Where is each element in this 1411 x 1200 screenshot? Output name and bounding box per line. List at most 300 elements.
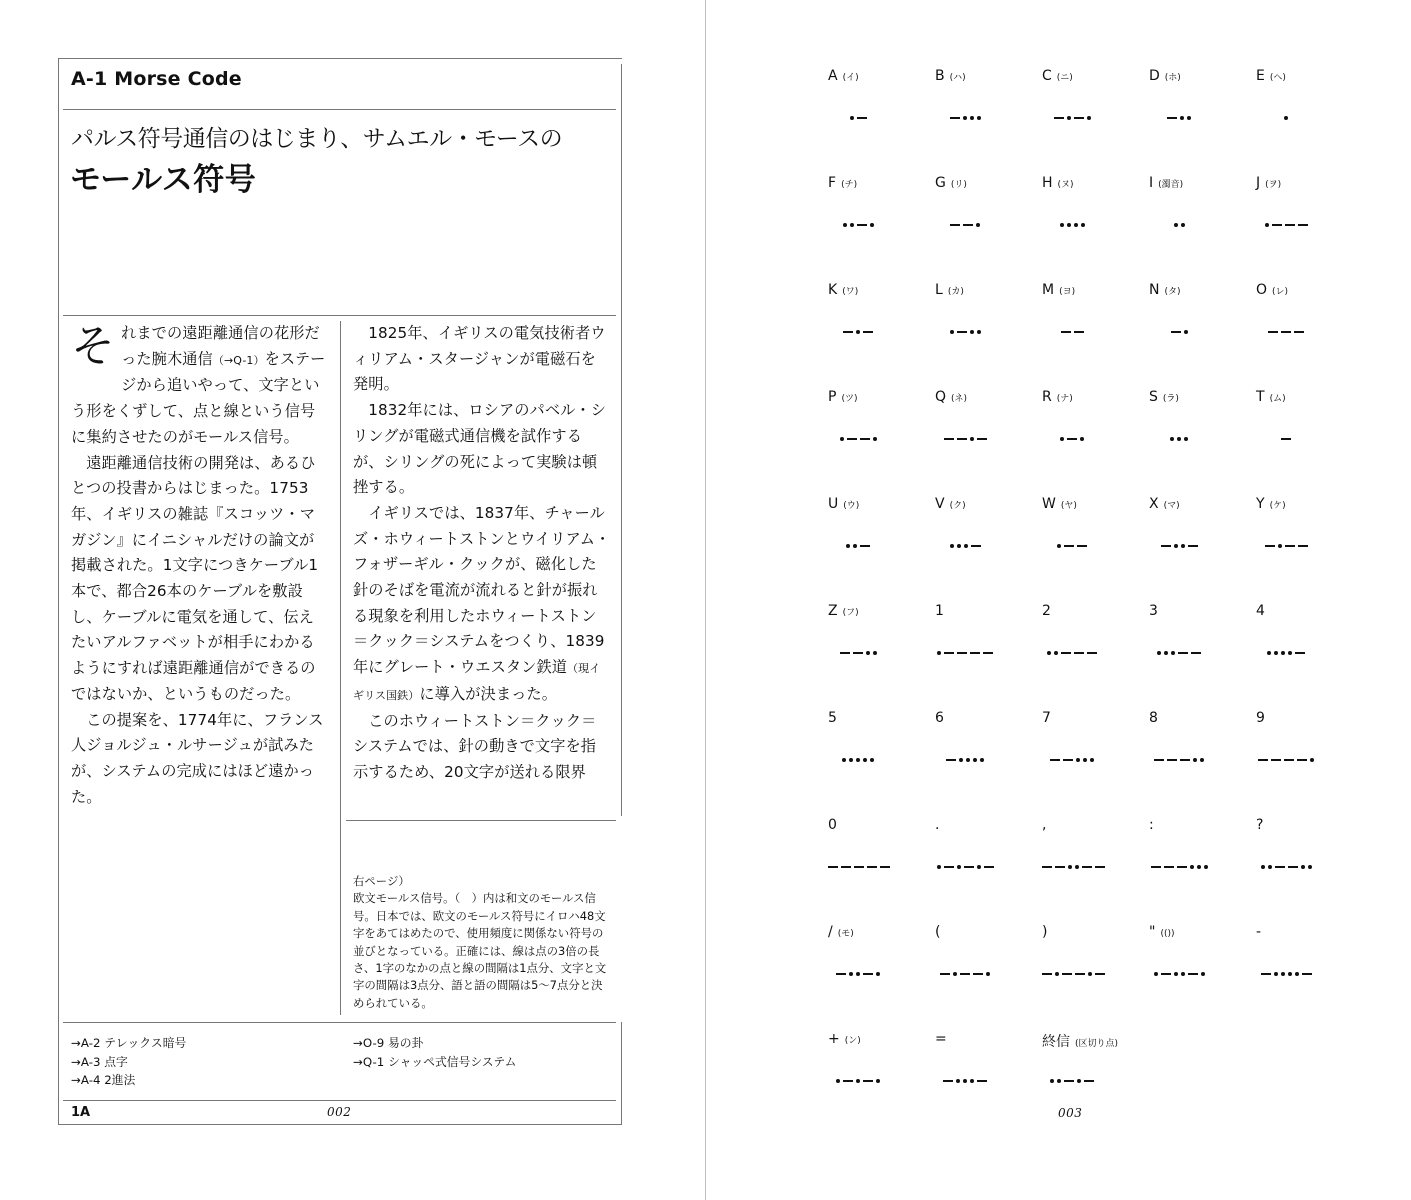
morse-entry xyxy=(935,710,1035,810)
morse-dash xyxy=(1042,866,1052,868)
paragraph: 遠距離通信技術の開発は、あるひとつの投書からはじまった。1753年、イギリスの雑誌『スコッツ・マガジン』にイニシャルだけの論文が掲載された。1文字につきケーブル1本で、都合26本のケーブルを敷設し、ケーブルに電気を通して、伝えたいアルファベットが相手にわかるようにすれば遠距離通信ができるのではないか、というものだった。 xyxy=(71,453,319,703)
morse-dot xyxy=(1067,116,1071,120)
morse-dot xyxy=(1047,651,1051,655)
morse-character-label: C xyxy=(1042,68,1052,84)
morse-entry xyxy=(828,924,928,1024)
morse-entry xyxy=(1042,175,1142,275)
morse-character xyxy=(935,389,967,405)
morse-character-label: E xyxy=(1256,68,1265,84)
morse-symbol xyxy=(1284,112,1288,124)
morse-dash xyxy=(857,224,867,226)
morse-symbol xyxy=(828,861,890,873)
morse-dash xyxy=(957,652,967,654)
morse-entry xyxy=(1256,924,1356,1024)
morse-dot xyxy=(1050,1079,1054,1083)
morse-dash xyxy=(1178,652,1188,654)
morse-symbol xyxy=(1060,219,1085,231)
morse-character-label: 3 xyxy=(1149,603,1158,619)
morse-character-label: : xyxy=(1149,817,1154,833)
kana-equivalent: (ワ) xyxy=(842,287,859,297)
morse-dash xyxy=(1275,866,1285,868)
morse-dash xyxy=(1261,973,1271,975)
morse-dot xyxy=(1288,651,1292,655)
morse-dot xyxy=(1171,651,1175,655)
morse-dash xyxy=(1281,438,1291,440)
morse-symbol xyxy=(840,433,877,445)
morse-character xyxy=(1256,175,1281,191)
morse-dash xyxy=(1167,117,1177,119)
morse-character-label: + xyxy=(828,1031,840,1047)
morse-character xyxy=(828,924,854,940)
morse-dash xyxy=(843,331,853,333)
morse-dash xyxy=(973,973,983,975)
morse-dot xyxy=(957,544,961,548)
morse-symbol xyxy=(1161,540,1198,552)
morse-character-label: O xyxy=(1256,282,1268,298)
morse-character-label: 6 xyxy=(935,710,944,726)
morse-dot xyxy=(1076,758,1080,762)
morse-dash xyxy=(1161,973,1171,975)
kana-equivalent: (ヨ) xyxy=(1059,287,1076,297)
kana-equivalent: (()) xyxy=(1160,929,1175,939)
morse-symbol xyxy=(1258,754,1314,766)
morse-dot xyxy=(1187,116,1191,120)
morse-dash xyxy=(1077,545,1087,547)
morse-character xyxy=(1149,282,1181,298)
morse-dot xyxy=(1154,972,1158,976)
morse-symbol xyxy=(840,647,877,659)
morse-dash xyxy=(1297,759,1307,761)
morse-symbol xyxy=(1050,754,1094,766)
morse-dot xyxy=(873,437,877,441)
morse-entry xyxy=(1042,603,1142,703)
morse-entry xyxy=(1149,603,1249,703)
body-column-2 xyxy=(353,321,611,786)
xref-link[interactable]: →A-4 2進法 xyxy=(71,1073,136,1087)
morse-entry xyxy=(828,175,928,275)
morse-character-label: . xyxy=(935,817,940,833)
morse-dash xyxy=(1064,1080,1074,1082)
morse-character-label: L xyxy=(935,282,943,298)
rule-above-caption xyxy=(346,820,616,821)
morse-entry xyxy=(935,175,1035,275)
morse-dash xyxy=(1095,866,1105,868)
morse-dot xyxy=(873,651,877,655)
morse-character-label: W xyxy=(1042,496,1056,512)
morse-dot xyxy=(963,1079,967,1083)
morse-character-label: 終信 xyxy=(1042,1034,1070,1050)
morse-dash xyxy=(1074,117,1084,119)
morse-dash xyxy=(1074,652,1084,654)
kana-equivalent: (ク) xyxy=(949,501,966,511)
morse-dot xyxy=(1274,972,1278,976)
morse-dash xyxy=(1075,973,1085,975)
morse-entry xyxy=(935,1031,1035,1131)
morse-dot xyxy=(1075,865,1079,869)
cross-references-right xyxy=(353,1034,516,1071)
morse-character xyxy=(1042,68,1073,84)
morse-character-label: P xyxy=(828,389,837,405)
morse-dash xyxy=(1188,973,1198,975)
morse-dash xyxy=(1285,545,1295,547)
morse-character xyxy=(828,175,857,191)
morse-dash xyxy=(1167,759,1177,761)
morse-character xyxy=(1149,817,1154,833)
morse-dash xyxy=(857,117,867,119)
morse-symbol xyxy=(1154,754,1204,766)
morse-dot xyxy=(870,758,874,762)
morse-dash xyxy=(1281,331,1291,333)
kana-equivalent: (ウ) xyxy=(843,501,860,511)
morse-dash xyxy=(863,1080,873,1082)
morse-entry xyxy=(1256,175,1356,275)
morse-dash xyxy=(1294,331,1304,333)
morse-dot xyxy=(959,758,963,762)
cross-reference: （→Q-1） xyxy=(212,353,265,367)
morse-dash xyxy=(983,652,993,654)
morse-dot xyxy=(976,223,980,227)
morse-dash xyxy=(1063,759,1073,761)
morse-character xyxy=(935,175,967,191)
morse-dot xyxy=(1067,223,1071,227)
morse-character xyxy=(1042,603,1051,619)
morse-character-label: B xyxy=(935,68,945,84)
morse-dash xyxy=(1268,331,1278,333)
morse-character-label: U xyxy=(828,496,839,512)
morse-character xyxy=(828,817,837,833)
morse-dash xyxy=(1050,759,1060,761)
morse-dash xyxy=(1061,652,1071,654)
morse-symbol xyxy=(944,433,987,445)
morse-entry xyxy=(935,68,1035,168)
morse-character xyxy=(1042,496,1077,512)
morse-dash xyxy=(863,973,873,975)
morse-dot xyxy=(1301,865,1305,869)
morse-symbol xyxy=(940,968,990,980)
morse-dash xyxy=(1055,866,1065,868)
xref-link[interactable]: →A-2 テレックス暗号 xyxy=(71,1036,187,1050)
morse-character-label: Z xyxy=(828,603,838,619)
morse-symbol xyxy=(1050,1075,1094,1087)
rule-above-xref xyxy=(63,1022,616,1023)
morse-character xyxy=(828,603,859,619)
morse-dot xyxy=(866,651,870,655)
morse-entry xyxy=(1149,710,1249,810)
kana-equivalent: (ハ) xyxy=(949,73,966,83)
morse-symbol xyxy=(950,112,981,124)
kana-equivalent: (チ) xyxy=(841,180,858,190)
morse-dot xyxy=(846,544,850,548)
kana-equivalent: (フ) xyxy=(842,608,859,618)
morse-character-label: J xyxy=(1256,175,1261,191)
morse-entry xyxy=(1149,924,1249,1024)
paragraph: 1832年には、ロシアのパベル・シリングが電磁式通信機を試作するが、シリングの死によって実験は頓挫する。 xyxy=(353,401,606,497)
morse-dot xyxy=(853,544,857,548)
morse-entry xyxy=(1042,68,1142,168)
morse-symbol xyxy=(1157,647,1201,659)
morse-dash xyxy=(944,652,954,654)
morse-character xyxy=(828,710,837,726)
morse-entry xyxy=(1042,389,1142,489)
morse-entry xyxy=(828,603,928,703)
morse-character-label: M xyxy=(1042,282,1055,298)
morse-character xyxy=(1042,1031,1118,1051)
morse-dot xyxy=(1087,116,1091,120)
morse-character-label: 4 xyxy=(1256,603,1265,619)
morse-dash xyxy=(944,438,954,440)
morse-character-label: 0 xyxy=(828,817,837,833)
morse-dash xyxy=(847,438,857,440)
morse-character xyxy=(1256,389,1286,405)
morse-dash xyxy=(1074,331,1084,333)
morse-dot xyxy=(957,865,961,869)
morse-character-label: K xyxy=(828,282,838,298)
morse-dash xyxy=(1067,438,1077,440)
morse-dash xyxy=(1284,759,1294,761)
morse-dash xyxy=(970,652,980,654)
morse-dot xyxy=(1088,972,1092,976)
morse-character xyxy=(935,710,944,726)
morse-character xyxy=(1149,603,1158,619)
morse-dot xyxy=(1080,437,1084,441)
morse-character-label: 5 xyxy=(828,710,837,726)
morse-dash xyxy=(854,866,864,868)
kana-equivalent: (タ) xyxy=(1164,287,1181,297)
morse-dot xyxy=(856,758,860,762)
morse-entry xyxy=(1149,817,1249,917)
morse-symbol xyxy=(1057,540,1087,552)
morse-dot xyxy=(1268,865,1272,869)
morse-dash xyxy=(1271,759,1281,761)
morse-dot xyxy=(1197,865,1201,869)
morse-symbol xyxy=(943,1075,987,1087)
morse-character-label: ( xyxy=(935,924,941,940)
morse-dot xyxy=(840,437,844,441)
morse-entry xyxy=(935,496,1035,596)
morse-entry xyxy=(1256,496,1356,596)
xref-link[interactable]: →A-3 点字 xyxy=(71,1054,128,1069)
morse-symbol xyxy=(1265,219,1308,231)
morse-dot xyxy=(1190,865,1194,869)
morse-dot xyxy=(980,758,984,762)
morse-character xyxy=(1042,389,1073,405)
morse-character-label: 9 xyxy=(1256,710,1265,726)
morse-dot xyxy=(1057,1079,1061,1083)
caption-heading: 右ページ） xyxy=(353,874,410,888)
morse-character-label: , xyxy=(1042,817,1047,833)
morse-dash xyxy=(867,866,877,868)
morse-character xyxy=(935,496,966,512)
morse-character-label: F xyxy=(828,175,837,191)
morse-entry xyxy=(1042,924,1142,1024)
morse-dash xyxy=(1191,652,1201,654)
morse-character xyxy=(1256,282,1288,298)
paragraph: この提案を、1774年に、フランス人ジョルジュ・ルサージュが試みたが、システムの完成にはほど遠かった。 xyxy=(71,710,324,806)
morse-character-label: V xyxy=(935,496,945,512)
kana-equivalent: (ナ) xyxy=(1056,394,1073,404)
morse-dot xyxy=(1267,651,1271,655)
morse-dot xyxy=(1055,972,1059,976)
morse-dash xyxy=(1272,224,1282,226)
morse-dot xyxy=(977,330,981,334)
kana-equivalent: (ヤ) xyxy=(1060,501,1077,511)
morse-symbol xyxy=(836,968,880,980)
morse-entry xyxy=(1256,389,1356,489)
morse-dot xyxy=(1090,758,1094,762)
kana-equivalent: (ン) xyxy=(844,1036,861,1046)
folio-label: 1A xyxy=(71,1105,91,1120)
morse-dash xyxy=(1084,1080,1094,1082)
morse-character xyxy=(1042,282,1075,298)
kana-equivalent: (カ) xyxy=(947,287,964,297)
kana-equivalent: (ニ) xyxy=(1056,73,1073,83)
morse-character xyxy=(1256,710,1265,726)
morse-entry xyxy=(1042,710,1142,810)
morse-entry xyxy=(828,710,928,810)
morse-character-label: ? xyxy=(1256,817,1264,833)
morse-symbol xyxy=(950,326,981,338)
morse-dot xyxy=(977,116,981,120)
morse-dash xyxy=(1298,224,1308,226)
morse-character-label: I xyxy=(1149,175,1154,191)
morse-dot xyxy=(1054,651,1058,655)
morse-symbol xyxy=(1151,861,1208,873)
morse-dot xyxy=(863,758,867,762)
morse-dash xyxy=(1064,545,1074,547)
morse-symbol xyxy=(843,219,874,231)
morse-symbol xyxy=(1268,326,1304,338)
title-main: モールス符号 xyxy=(70,162,257,198)
morse-character-label: H xyxy=(1042,175,1053,191)
morse-dot xyxy=(1060,223,1064,227)
morse-character xyxy=(828,68,859,84)
morse-dot xyxy=(1081,223,1085,227)
morse-dot xyxy=(973,758,977,762)
xref-link[interactable]: →O-9 易の卦 xyxy=(353,1036,424,1050)
rule-bottom xyxy=(58,1124,622,1125)
morse-dot xyxy=(1184,330,1188,334)
morse-dash xyxy=(828,866,838,868)
morse-character xyxy=(1149,710,1158,726)
morse-symbol xyxy=(1267,647,1305,659)
rule-under-section xyxy=(63,109,616,110)
morse-dot xyxy=(849,758,853,762)
morse-character-label: A xyxy=(828,68,838,84)
morse-dash xyxy=(880,866,890,868)
morse-symbol xyxy=(1042,861,1105,873)
morse-dash xyxy=(971,545,981,547)
morse-dot xyxy=(1295,972,1299,976)
morse-character xyxy=(935,603,944,619)
morse-dash xyxy=(1258,759,1268,761)
morse-dot xyxy=(1174,223,1178,227)
morse-dash xyxy=(1188,545,1198,547)
morse-dot xyxy=(937,651,941,655)
kana-equivalent: (区切り点) xyxy=(1075,1039,1119,1049)
rule-column-divider xyxy=(340,321,341,1015)
morse-symbol xyxy=(836,1075,880,1087)
kana-equivalent: (レ) xyxy=(1272,287,1289,297)
morse-symbol xyxy=(1171,326,1188,338)
morse-entry xyxy=(935,817,1035,917)
morse-dot xyxy=(1181,544,1185,548)
morse-symbol xyxy=(950,219,980,231)
kana-equivalent: (イ) xyxy=(842,73,859,83)
morse-dot xyxy=(856,330,860,334)
morse-dot xyxy=(970,437,974,441)
cross-references-left xyxy=(71,1034,186,1090)
drop-cap: そ xyxy=(71,321,116,372)
morse-entry xyxy=(828,1031,928,1131)
morse-dot xyxy=(1181,972,1185,976)
morse-character xyxy=(935,68,966,84)
morse-dot xyxy=(1308,865,1312,869)
morse-entry xyxy=(935,282,1035,382)
morse-dot xyxy=(1170,437,1174,441)
morse-dot xyxy=(1184,437,1188,441)
morse-symbol xyxy=(1167,112,1191,124)
morse-entry xyxy=(1149,282,1249,382)
morse-dot xyxy=(856,972,860,976)
morse-entry xyxy=(1256,282,1356,382)
morse-symbol xyxy=(850,112,867,124)
morse-character xyxy=(1149,924,1175,940)
morse-dot xyxy=(970,116,974,120)
inline-note: （現イギリス国鉄） xyxy=(353,662,601,702)
morse-symbol xyxy=(843,326,873,338)
morse-dash xyxy=(977,438,987,440)
morse-symbol xyxy=(1281,433,1291,445)
morse-entry xyxy=(1256,603,1356,703)
morse-dot xyxy=(1157,651,1161,655)
morse-dot xyxy=(1074,223,1078,227)
xref-link[interactable]: →Q-1 シャッペ式信号システム xyxy=(353,1054,517,1069)
morse-dash xyxy=(863,331,873,333)
morse-dash xyxy=(843,1080,853,1082)
morse-character xyxy=(1042,817,1046,833)
morse-dash xyxy=(1042,973,1052,975)
paragraph: このホウィートストン＝クック＝システムでは、針の動きで文字を指示するため、20文字が送れる限界 xyxy=(353,711,597,781)
morse-entry xyxy=(1042,817,1142,917)
morse-dash xyxy=(943,1080,953,1082)
morse-dash xyxy=(1180,759,1190,761)
morse-dash xyxy=(1061,331,1071,333)
kana-equivalent: (モ) xyxy=(837,929,854,939)
morse-dot xyxy=(1261,865,1265,869)
morse-dash xyxy=(841,866,851,868)
morse-dash xyxy=(964,866,974,868)
morse-dot xyxy=(870,223,874,227)
morse-character xyxy=(828,389,857,405)
morse-dot xyxy=(876,972,880,976)
rule-right-xref xyxy=(621,1022,622,1124)
morse-dash xyxy=(1095,973,1105,975)
morse-dash xyxy=(950,224,960,226)
kana-equivalent: (ラ) xyxy=(1162,394,1179,404)
morse-dash xyxy=(1082,866,1092,868)
rule-above-folio xyxy=(63,1100,616,1101)
morse-entry xyxy=(1149,496,1249,596)
morse-dot xyxy=(876,1079,880,1083)
morse-character-label: " xyxy=(1149,924,1156,940)
morse-dot xyxy=(966,758,970,762)
morse-character xyxy=(1042,175,1074,191)
morse-character-label: = xyxy=(935,1031,947,1047)
morse-dash xyxy=(957,438,967,440)
morse-character-label: Y xyxy=(1256,496,1265,512)
morse-character xyxy=(828,496,859,512)
morse-character-label: T xyxy=(1256,389,1265,405)
